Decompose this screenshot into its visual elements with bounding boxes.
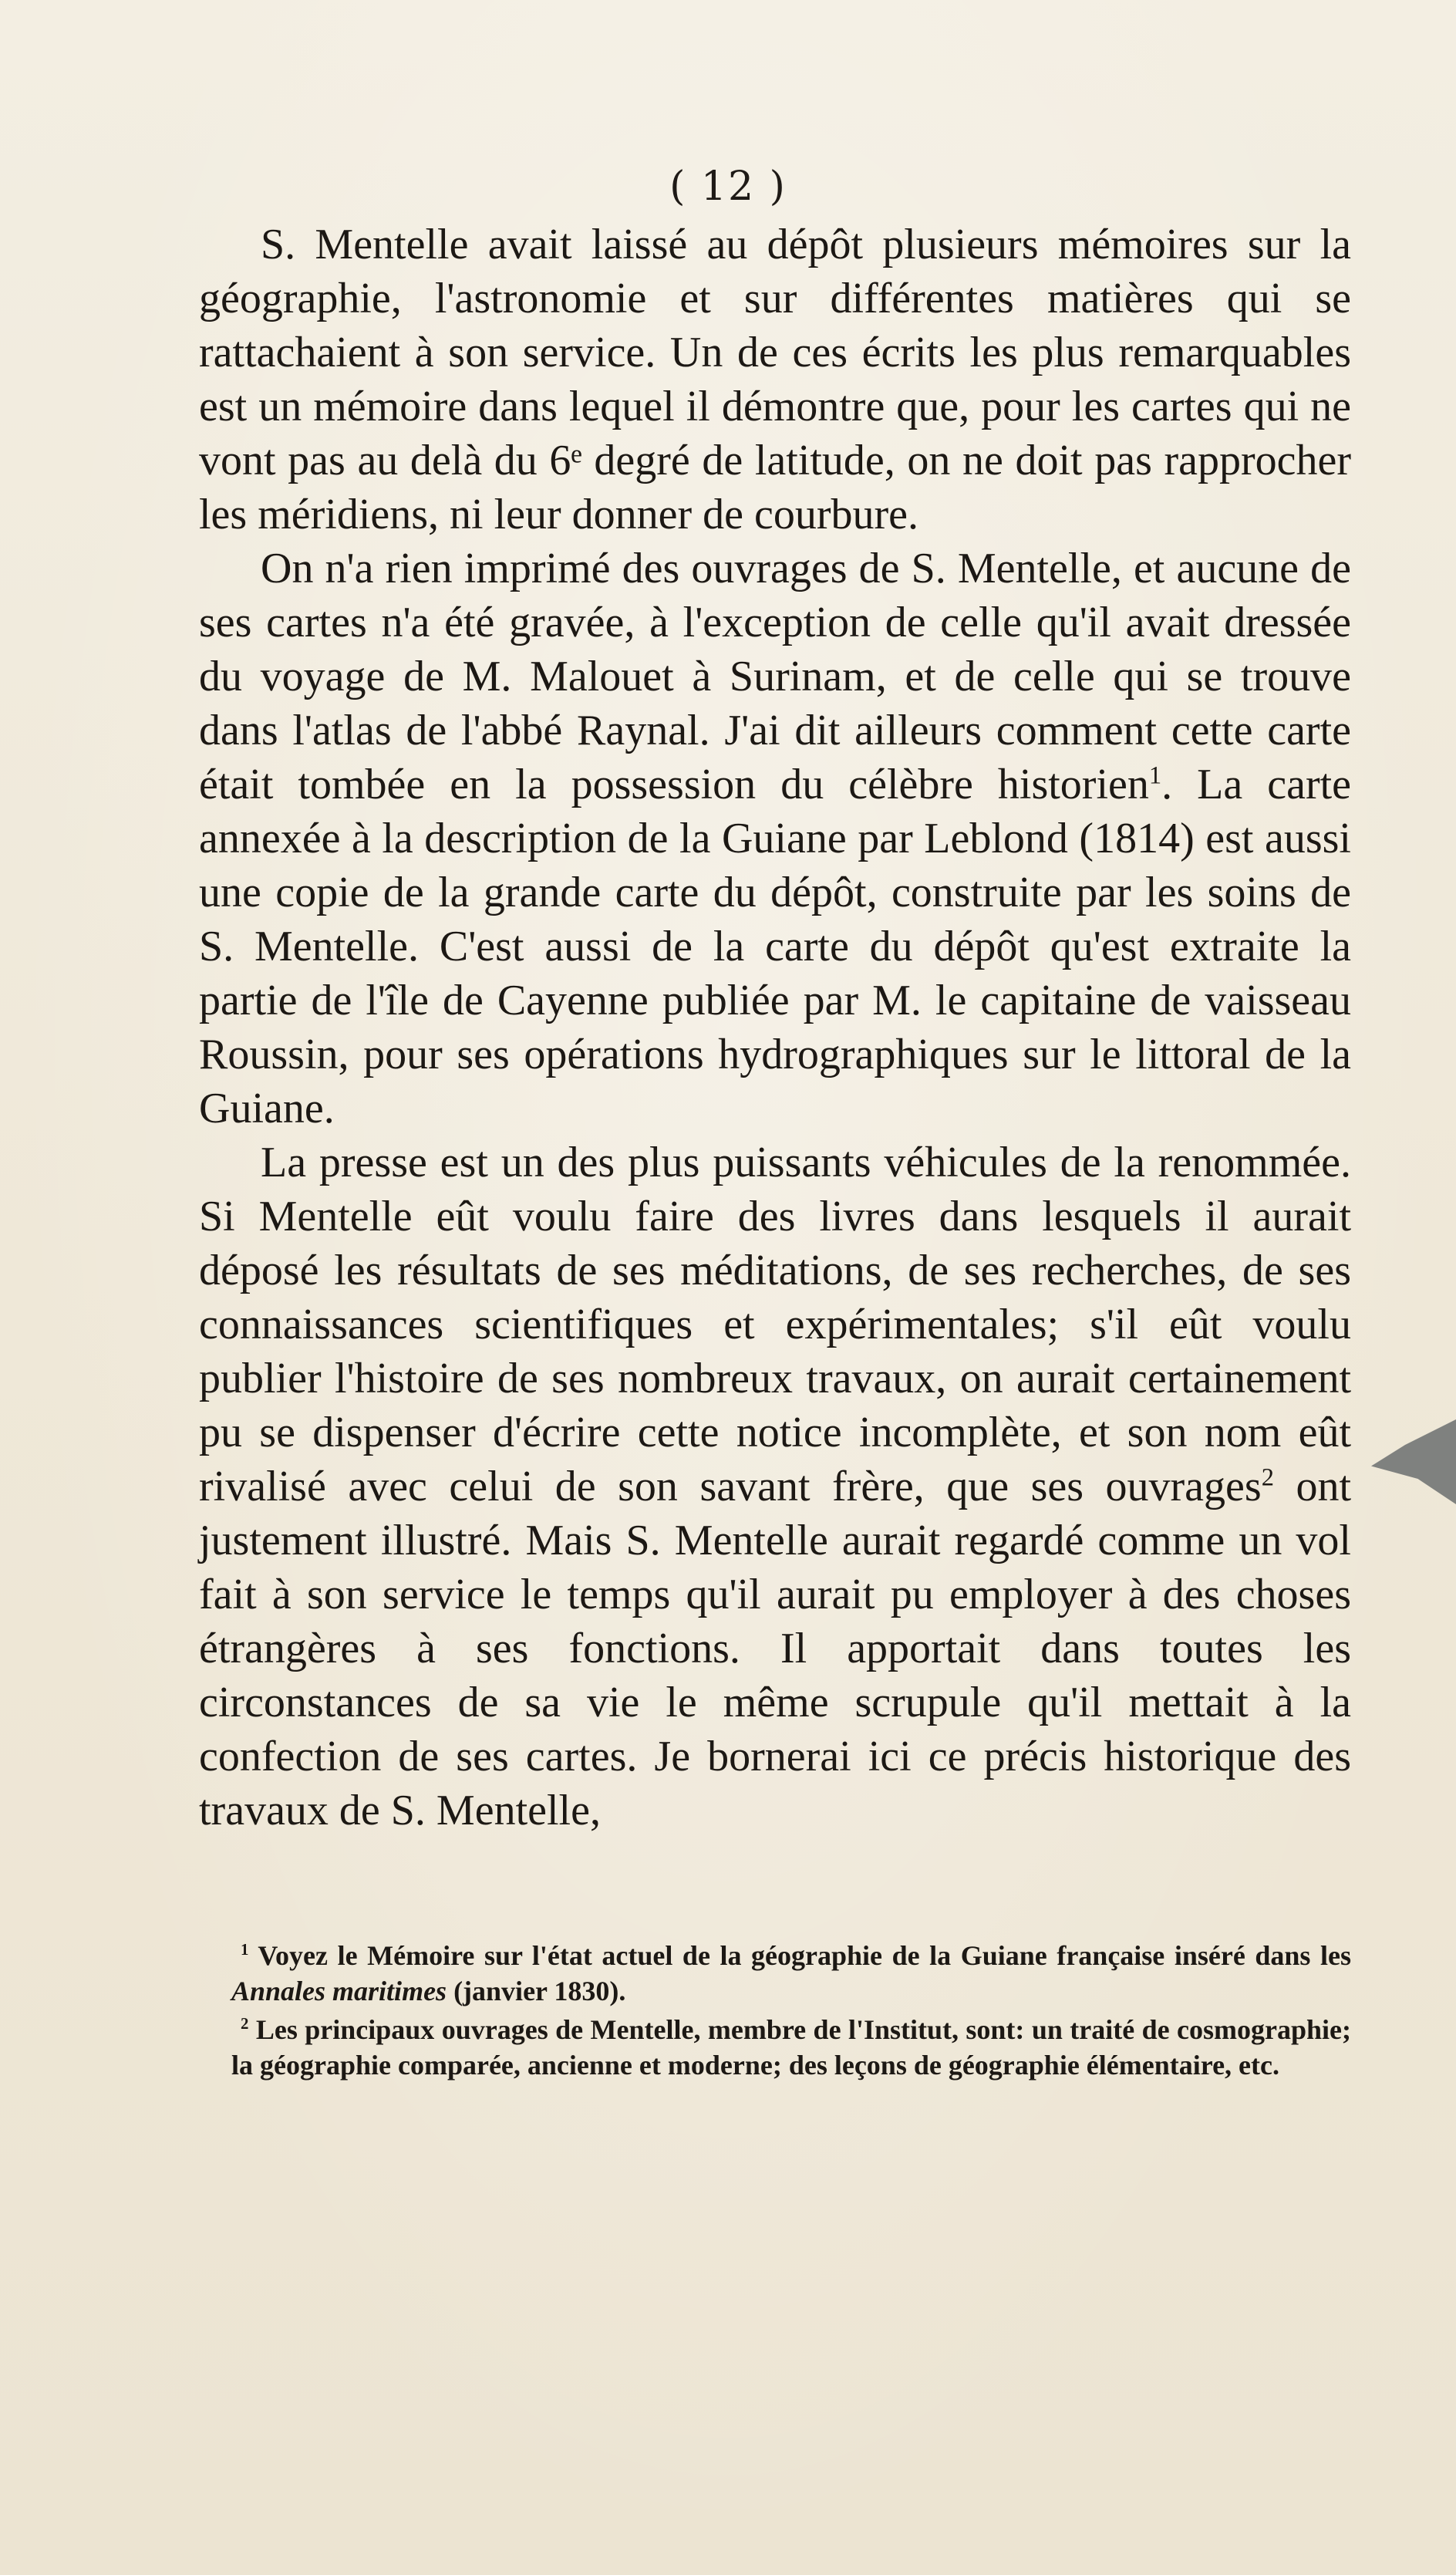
paragraph-2-part-a: On n'a rien imprimé des ouvrages de S. Mentelle, et aucune de ses cartes n'a été gravée, à l'exception de celle qu'il avait dressée du voyage de M. Malouet à Surinam, et de celle qui se trouve dans l'atlas de l'abbé Raynal. J'ai dit ailleurs comment cette carte était tombée en la possession du célèbre historien <box>199 545 1351 808</box>
footnote-2-number: 2 <box>241 2014 249 2033</box>
footnote-ref-2: 2 <box>1261 1463 1274 1492</box>
footnote-2-text: Les principaux ouvrages de Mentelle, membre de l'Institut, sont: un traité de cosmographie; la géographie comparée, ancienne et moderne; des leçons de géographie élémentaire, etc. <box>231 2014 1351 2081</box>
footnote-1-journal-title: Annales maritimes <box>231 1976 447 2006</box>
paragraph-3 <box>199 1136 1351 1838</box>
paragraph-3-part-a: La presse est un des plus puissants véhicules de la renommée. Si Mentelle eût voulu faire des livres dans lesquels il aurait déposé les résultats de ses méditations, de ses recherches, de ses connaissances scientifiques et expérimentales; s'il eût voulu publier l'histoire de ses nombreux travaux, on aurait certainement pu se dispenser d'écrire cette notice incomplète, et son nom eût rivalisé avec celui de son savant frère, que ses ouvrages <box>199 1139 1351 1510</box>
paragraph-1: S. Mentelle avait laissé au dépôt plusieurs mémoires sur la géographie, l'astronomie et sur différentes matières qui se rattachaient à son service. Un de ces écrits les plus remarquables est un mémoire dans lequel il démontre que, pour les cartes qui ne vont pas au delà du 6ᵉ degré de latitude, on ne doit pas rapprocher les méridiens, ni leur donner de courbure. <box>199 221 1351 538</box>
footnote-2 <box>231 2012 1351 2083</box>
footnote-1-text-a: Voyez le Mémoire sur l'état actuel de la géographie de la Guiane française inséré dans les <box>248 1940 1351 1971</box>
footnotes <box>231 1938 1351 2086</box>
footnote-ref-1: 1 <box>1148 761 1162 790</box>
footnote-1-text-b: (janvier 1830). <box>447 1976 626 2006</box>
main-text <box>199 218 1351 1838</box>
paragraph-2-part-b: . La carte annexée à la description de la Guiane par Leblond (1814) est aussi une copie de la grande carte du dépôt, construite par les soins de S. Mentelle. C'est aussi de la carte du dépôt qu'est extraite la partie de l'île de Cayenne publiée par M. le capitaine de vaisseau Roussin, pour ses opérations hydrographiques sur le littoral de la Guiane. <box>199 761 1352 1132</box>
footnote-1 <box>231 1938 1351 2009</box>
page-number: ( 12 ) <box>669 164 787 210</box>
paragraph-3-part-b: ont justement illustré. Mais S. Mentelle aurait regardé comme un vol fait à son service le temps qu'il aurait pu employer à des choses étrangères à ses fonctions. Il apportait dans toutes les circonstances de sa vie le même scrupule qu'il mettait à la confection de ses cartes. Je bornerai ici ce précis historique des travaux de S. Mentelle, <box>199 1463 1351 1834</box>
footnote-1-number: 1 <box>241 1940 249 1959</box>
page-tear-mark <box>1371 1419 1456 1504</box>
paragraph-2 <box>199 542 1351 1136</box>
